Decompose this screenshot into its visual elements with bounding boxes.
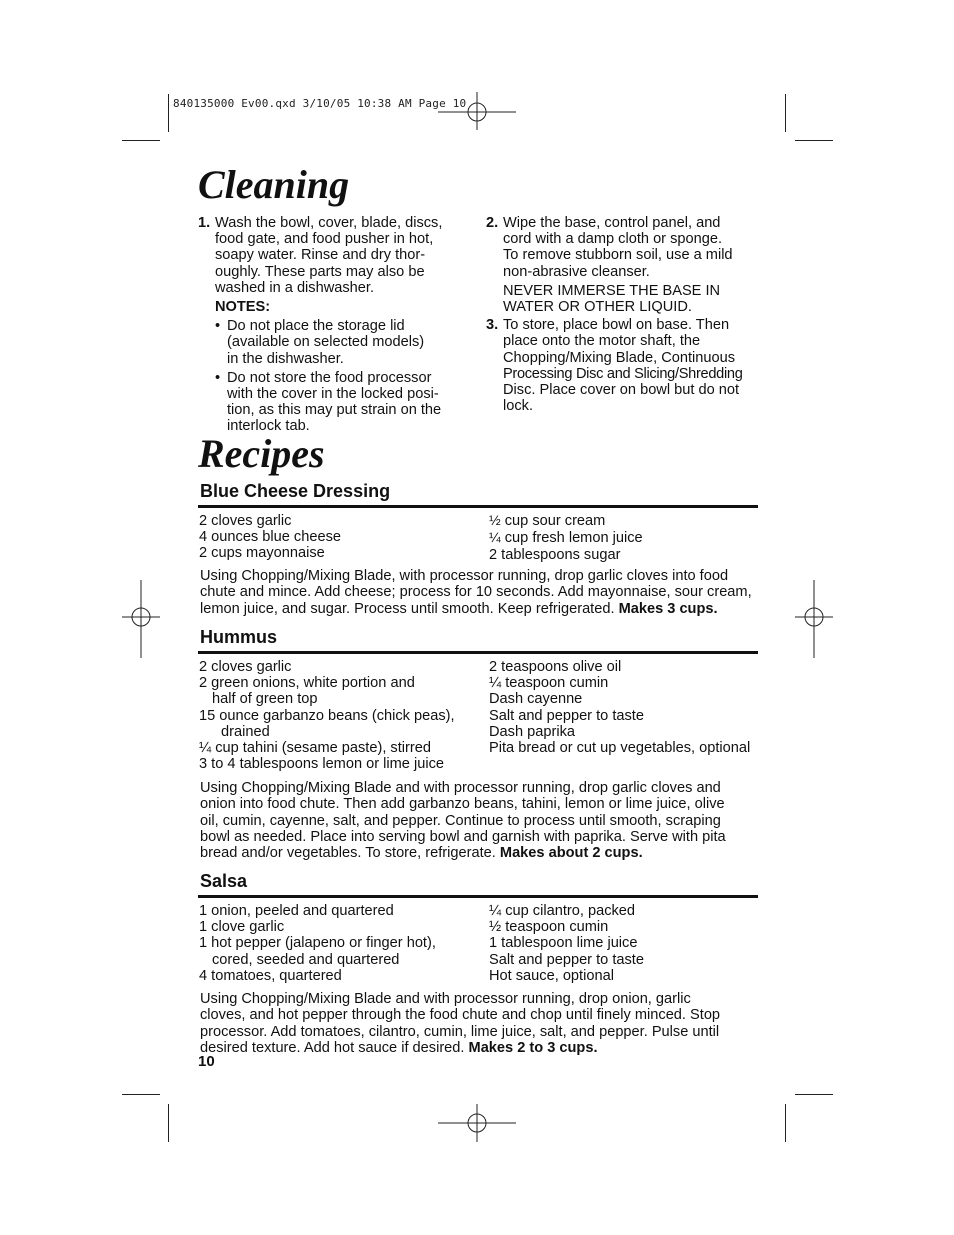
note-line: in the dishwasher.	[227, 350, 344, 367]
ingredient-list-right	[489, 512, 643, 564]
cleaning-step-2	[486, 215, 766, 280]
ingredient	[489, 529, 643, 546]
note-line: interlock tab.	[227, 418, 310, 435]
ingredient: 2 teaspoons olive oil	[489, 659, 622, 675]
step-number: 1.	[198, 215, 211, 231]
method-line: onion into food chute. Then add garbanzo beans, tahini, lemon or lime juice, olive	[200, 796, 725, 813]
note-line: Do not place the storage lid	[227, 318, 405, 335]
step-line: Disc. Place cover on bowl but do not	[503, 382, 740, 399]
method-text: desired texture. Add hot sauce if desired.	[200, 1039, 469, 1056]
ingredient-text: cup fresh lemon juice	[500, 530, 643, 547]
step-line: Wash the bowl, cover, blade, discs,	[215, 215, 443, 231]
bullet-icon: •	[215, 369, 221, 386]
ingredient: ½ teaspoon cumin	[489, 919, 609, 936]
ingredient-text: 2 tablespoons sugar	[489, 547, 621, 564]
ingredient-list-left	[199, 513, 341, 562]
method-line: Using Chopping/Mixing Blade and with processor running, drop garlic cloves and	[200, 780, 721, 796]
ingredient: ¼ cup tahini (sesame paste), stirred	[199, 740, 431, 757]
ingredient-list-right	[489, 903, 644, 984]
ingredient	[489, 512, 643, 529]
recipes-title: Recipes	[198, 431, 325, 476]
ingredient-text: cup sour cream	[500, 513, 606, 529]
method-line: cloves, and hot pepper through the food chute and chop until finely minced. Stop	[200, 1007, 721, 1024]
note-bullet	[198, 370, 473, 435]
method-line	[200, 1040, 760, 1056]
ingredient: drained	[221, 723, 270, 740]
step-text	[215, 215, 473, 296]
warning-line: WATER OR OTHER LIQUID.	[503, 299, 692, 316]
step-line: place onto the motor shaft, the	[503, 333, 701, 350]
ingredient	[489, 546, 643, 563]
ingredient: 2 cloves garlic	[199, 513, 292, 529]
method-line	[200, 601, 760, 617]
recipe-yield: Makes about 2 cups.	[499, 845, 643, 862]
step-line: To remove stubborn soil, use a mild	[503, 247, 733, 264]
ingredient: 1 onion, peeled and quartered	[199, 903, 394, 919]
method-line: Using Chopping/Mixing Blade, with processor running, drop garlic cloves into food	[200, 568, 729, 584]
cleaning-left-column	[198, 215, 473, 435]
ingredient-list-left	[199, 903, 436, 984]
registration-mark-left	[122, 580, 160, 658]
section-rule	[198, 651, 758, 654]
ingredient: Hot sauce, optional	[489, 967, 614, 984]
fraction: ¼	[489, 529, 501, 546]
step-line: non-abrasive cleanser.	[503, 263, 650, 280]
bullet-icon: •	[215, 318, 221, 335]
method-line: Using Chopping/Mixing Blade and with processor running, drop onion, garlic	[200, 991, 691, 1007]
method-text: bread and/or vegetables. To store, refrigerate.	[200, 845, 500, 862]
registration-mark-right	[795, 580, 833, 658]
ingredient: 2 cups mayonnaise	[199, 545, 325, 562]
cleaning-title: Cleaning	[198, 162, 350, 207]
ingredient: 1 tablespoon lime juice	[489, 935, 638, 952]
step-line: oughly. These parts may also be	[215, 263, 425, 280]
ingredient: ¼ cup cilantro, packed	[489, 903, 636, 919]
print-slug: 840135000 Ev00.qxd 3/10/05 10:38 AM Page 10	[173, 97, 467, 110]
cleaning-step-1	[198, 215, 473, 296]
ingredient: Dash paprika	[489, 723, 575, 740]
note-line: tion, as this may put strain on the	[227, 402, 442, 419]
recipe-yield: Makes 2 to 3 cups.	[468, 1039, 598, 1056]
ingredient: half of green top	[212, 691, 318, 708]
ingredient-list-left	[199, 659, 455, 772]
immersion-warning	[486, 283, 766, 315]
step-number: 2.	[486, 215, 499, 231]
section-rule	[198, 505, 758, 508]
note-line: (available on selected models)	[227, 334, 425, 351]
ingredient: 3 to 4 tablespoons lemon or lime juice	[199, 756, 444, 773]
ingredient: Salt and pepper to taste	[489, 951, 644, 968]
step-line: Processing Disc and Slicing/Shredding	[503, 365, 743, 382]
ingredient: 1 hot pepper (jalapeno or finger hot),	[199, 935, 436, 952]
step-line: cord with a damp cloth or sponge.	[503, 231, 723, 248]
method-line: chute and mince. Add cheese; process for 10 seconds. Add mayonnaise, sour cream,	[200, 584, 752, 601]
page-number: 10	[198, 1053, 215, 1070]
ingredient: 15 ounce garbanzo beans (chick peas),	[199, 707, 455, 724]
registration-mark-bottom	[438, 1104, 516, 1142]
warning-line: NEVER IMMERSE THE BASE IN	[503, 282, 721, 299]
ingredient: 2 cloves garlic	[199, 659, 292, 675]
ingredient: 4 ounces blue cheese	[199, 529, 341, 546]
step-number: 3.	[486, 317, 499, 334]
step-line: Wipe the base, control panel, and	[503, 215, 721, 231]
cleaning-step-3	[486, 317, 766, 414]
method-line: oil, cumin, cayenne, salt, and pepper. Continue to process until smooth, scraping	[200, 812, 721, 829]
step-line: lock.	[503, 398, 534, 415]
step-line: Chopping/Mixing Blade, Continuous	[503, 349, 736, 366]
ingredient: 2 green onions, white portion and	[199, 675, 415, 692]
step-line: washed in a dishwasher.	[215, 279, 375, 296]
recipe-method	[200, 780, 760, 861]
registration-mark-top	[438, 92, 516, 130]
notes-heading: NOTES:	[215, 299, 271, 316]
recipe-title-blue-cheese: Blue Cheese Dressing	[200, 481, 391, 501]
recipe-title-hummus: Hummus	[200, 627, 278, 647]
method-line: processor. Add tomatoes, cilantro, cumin, lime juice, salt, and pepper. Pulse until	[200, 1023, 720, 1040]
ingredient: cored, seeded and quartered	[212, 951, 400, 968]
step-line: soapy water. Rinse and dry thor-	[215, 247, 426, 264]
note-line: Do not store the food processor	[227, 369, 432, 386]
recipe-title-salsa: Salsa	[200, 871, 248, 891]
note-line: with the cover in the locked posi-	[227, 386, 439, 403]
cleaning-right-column	[486, 215, 766, 414]
step-line: To store, place bowl on base. Then	[503, 317, 730, 334]
ingredient-list-right	[489, 659, 750, 756]
ingredient: Dash cayenne	[489, 691, 583, 708]
ingredient: 1 clove garlic	[199, 919, 285, 936]
ingredient: Salt and pepper to taste	[489, 707, 644, 724]
recipe-method	[200, 568, 760, 617]
recipe-yield: Makes 3 cups.	[618, 600, 718, 617]
method-line: bowl as needed. Place into serving bowl and garnish with paprika. Serve with pita	[200, 828, 726, 845]
step-line: food gate, and food pusher in hot,	[215, 231, 434, 248]
method-text: lemon juice, and sugar. Process until smooth. Keep refrigerated.	[200, 600, 619, 617]
recipe-method	[200, 991, 760, 1056]
method-line	[200, 845, 760, 861]
note-bullet	[198, 318, 473, 367]
ingredient: ¼ teaspoon cumin	[489, 675, 609, 692]
section-rule	[198, 895, 758, 898]
ingredient: Pita bread or cut up vegetables, optional	[489, 740, 751, 757]
fraction: ½	[489, 512, 501, 528]
ingredient: 4 tomatoes, quartered	[199, 967, 342, 984]
